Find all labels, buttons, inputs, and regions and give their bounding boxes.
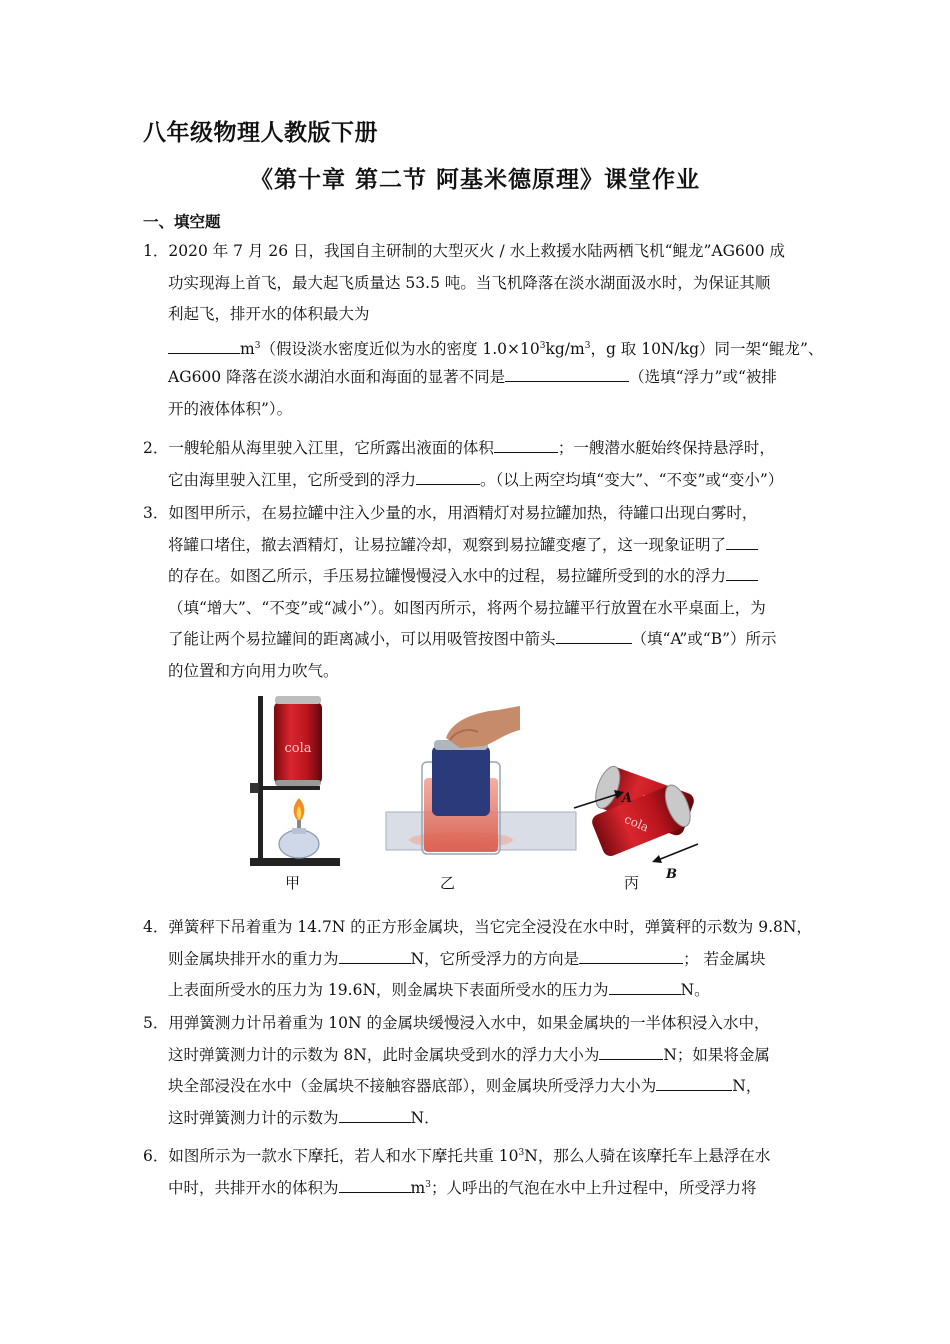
can-label-bottom: cola	[622, 811, 651, 835]
question-3	[143, 498, 811, 687]
q3-line-1: 3．如图甲所示，在易拉罐中注入少量的水，用酒精灯对易拉罐加热，待罐口出现白雾时，	[143, 504, 758, 522]
answer-blank[interactable]	[579, 946, 683, 964]
answer-blank[interactable]	[726, 532, 758, 550]
caption-bing: 丙	[624, 874, 640, 892]
q3-line-5: 了能让两个易拉罐间的距离减小，可以用吸管按图中箭头 （填“A”或“B”）所示	[143, 624, 811, 656]
answer-blank[interactable]	[416, 467, 480, 485]
answer-blank[interactable]	[656, 1073, 732, 1091]
answer-blank[interactable]	[339, 1175, 411, 1193]
figure-bing	[574, 763, 698, 882]
figure-illustrations	[246, 690, 826, 890]
q1-line-5: AG600 降落在淡水湖泊水面和海面的显著不同是 （选填“浮力”或“被排	[143, 362, 811, 394]
answer-blank[interactable]	[726, 563, 758, 581]
answer-blank[interactable]	[609, 977, 681, 995]
q6-line-2: 中时，共排开水的体积为 $m^3$；人呼出的气泡在水中上升过程中，所受浮力将	[143, 1170, 811, 1202]
answer-blank[interactable]	[168, 336, 240, 354]
question-2	[143, 433, 811, 496]
answer-blank[interactable]	[556, 626, 632, 644]
answer-blank[interactable]	[599, 1042, 663, 1060]
answer-blank[interactable]	[494, 435, 558, 453]
caption-yi: 乙	[440, 874, 456, 892]
q3-line-2: 将罐口堵住，撤去酒精灯，让易拉罐冷却，观察到易拉罐变瘪了，这一现象证明了	[143, 530, 811, 562]
q1-line-4: $m^3$（假设淡水密度近似为水的密度 $1.0\times 10^3kg/m^3$，g 取 10N/kg）同一架“鲲龙”、	[143, 331, 811, 363]
q1-line-6: 开的液体体积”）。	[168, 399, 293, 418]
q3-line-3: 的存在。如图乙所示，手压易拉罐慢慢浸入水中的过程，易拉罐所受到的水的浮力	[143, 561, 811, 593]
q1-line-2: 功实现海上首飞，最大起飞质量达 53.5 吨。当飞机降落在淡水湖面汲水时，为保证其顺	[168, 273, 771, 292]
arrow-label-b: B	[666, 867, 677, 882]
q4-line-1: 4．弹簧秤下吊着重为 14.7N 的正方形金属块，当它完全浸没在水中时，弹簧秤的示数为 9.8N，	[143, 918, 812, 936]
section-heading: 一、填空题	[143, 213, 221, 231]
can-label-jia: cola	[284, 741, 312, 756]
q5-line-4: 这时弹簧测力计的示数为 N．	[143, 1103, 811, 1135]
caption-jia: 甲	[285, 874, 301, 892]
figure-jia	[250, 696, 340, 866]
question-4	[143, 912, 811, 1007]
answer-blank[interactable]	[339, 946, 411, 964]
answer-blank[interactable]	[339, 1105, 411, 1123]
q3-line-4: （填“增大”、“不变”或“减小”）。如图丙所示，将两个易拉罐平行放置在水平桌面上，为	[168, 598, 766, 617]
q2-line-2: 它由海里驶入江里，它所受到的浮力 。（以上两空均填“变大”、“不变”或“变小”）	[143, 465, 811, 497]
question-6	[143, 1138, 811, 1201]
q6-line-1: 6．如图所示为一款水下摩托，若人和水下摩托共重 $10^3N$，那么人骑在该摩托车上悬浮在水	[143, 1147, 771, 1165]
figure-yi	[386, 706, 576, 854]
q2-line-1: 2．一艘轮船从海里驶入江里，它所露出液面的体积 ；一艘潜水艇始终保持悬浮时，	[143, 433, 811, 465]
q5-line-2: 这时弹簧测力计的示数为 8N，此时金属块受到水的浮力大小为 N；如果将金属	[143, 1040, 811, 1072]
q4-line-3: 上表面所受水的压力为 19.6N，则金属块下表面所受水的压力为 N。	[143, 975, 811, 1007]
question-5	[143, 1008, 811, 1134]
q5-line-3: 块全部浸没在水中（金属块不接触容器底部），则金属块所受浮力大小为 N，	[143, 1071, 811, 1103]
arrow-label-a: A	[622, 791, 633, 806]
document-title: 八年级物理人教版下册	[143, 120, 378, 146]
figure-group	[246, 690, 826, 890]
q1-line-3: 利起飞，排开水的体积最大为	[168, 305, 370, 323]
q4-line-2: 则金属块排开水的重力为 N，它所受浮力的方向是 ； 若金属块	[143, 944, 811, 976]
question-1	[143, 236, 824, 425]
document-subtitle: 《第十章 第二节 阿基米德原理》课堂作业	[249, 167, 700, 193]
answer-blank[interactable]	[505, 364, 629, 382]
q1-line-1: 1．2020 年 7 月 26 日，我国自主研制的大型灭火 / 水上救援水陆两栖飞机“鲲龙”AG600 成	[143, 242, 786, 260]
q5-line-1: 5．用弹簧测力计吊着重为 10N 的金属块缓慢浸入水中，如果金属块的一半体积浸入水中，	[143, 1014, 770, 1032]
q3-line-6: 的位置和方向用力吹气。	[168, 661, 339, 680]
